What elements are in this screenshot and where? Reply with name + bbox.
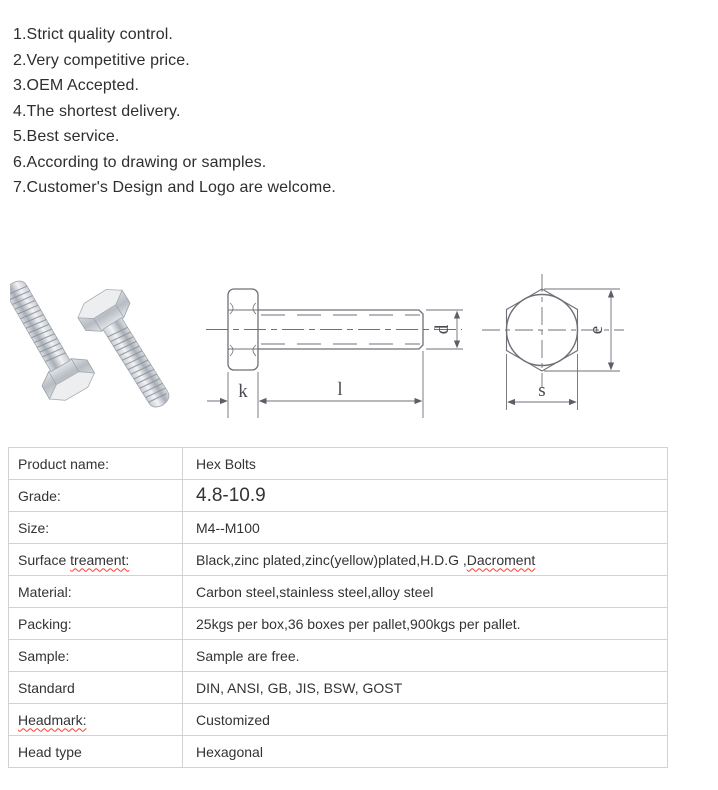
spec-value: Customized xyxy=(183,704,668,736)
spec-value: DIN, ANSI, GB, JIS, BSW, GOST xyxy=(183,672,668,704)
table-row-material xyxy=(9,576,668,608)
spec-label: Material: xyxy=(9,576,183,608)
spec-label: Size: xyxy=(9,512,183,544)
table-row-grade xyxy=(9,480,668,512)
spec-label xyxy=(9,544,183,576)
label-text: Surface xyxy=(18,551,71,568)
dim-label-e: e xyxy=(586,325,607,335)
feature-item: 3.OEM Accepted. xyxy=(13,77,140,94)
end-view-dimensions xyxy=(507,289,621,410)
bolt-photo-left xyxy=(10,274,99,407)
spec-value: Hex Bolts xyxy=(183,448,668,480)
dim-label-l: l xyxy=(337,379,343,400)
spec-label: Head type xyxy=(9,736,183,768)
spec-label: Product name: xyxy=(9,448,183,480)
feature-item: 4.The shortest delivery. xyxy=(13,102,181,120)
table-row-standard xyxy=(9,672,668,704)
feature-item: 6.According to drawing or samples. xyxy=(13,153,267,171)
spec-value: Hexagonal xyxy=(183,736,668,768)
spec-label: Standard xyxy=(9,672,183,704)
feature-item: 2.Very competitive price. xyxy=(13,51,190,69)
table-row-surface-treatment xyxy=(9,544,668,576)
product-figures xyxy=(0,258,718,436)
misspelled-word: treament: xyxy=(70,551,130,568)
feature-item: 5.Best service. xyxy=(13,128,120,145)
spec-label: Grade: xyxy=(9,480,183,512)
feature-item: 1.Strict quality control. xyxy=(13,26,173,43)
spec-value: Sample are free. xyxy=(183,640,668,672)
value-text: Black,zinc plated,zinc(yellow)plated,H.D.G , xyxy=(196,551,467,568)
dim-label-d: d xyxy=(432,324,453,335)
spec-label: Packing: xyxy=(9,608,183,640)
table-row-packing xyxy=(9,608,668,640)
table-row-headmark xyxy=(9,704,668,736)
table-row-head-type xyxy=(9,736,668,768)
bolt-side-view-drawing xyxy=(200,258,475,433)
table-row-sample xyxy=(9,640,668,672)
dim-label-s: s xyxy=(538,380,546,401)
bolt-end-view-drawing xyxy=(478,258,678,433)
spec-value: 25kgs per box,36 boxes per pallet,900kgs per pallet. xyxy=(183,608,668,640)
hex-bolts-photo-image xyxy=(10,274,200,424)
dim-label-k: k xyxy=(238,381,248,402)
spec-value: 4.8-10.9 xyxy=(183,480,668,512)
spec-value: Carbon steel,stainless steel,alloy steel xyxy=(183,576,668,608)
misspelled-word: Headmark: xyxy=(18,711,87,728)
table-row-size xyxy=(9,512,668,544)
feature-list xyxy=(13,22,336,201)
misspelled-word: Dacroment xyxy=(466,551,536,568)
spec-table xyxy=(8,447,668,768)
bolt-photo-right xyxy=(73,283,185,419)
table-row-product-name xyxy=(9,448,668,480)
spec-label xyxy=(9,704,183,736)
spec-label: Sample: xyxy=(9,640,183,672)
spec-value: M4--M100 xyxy=(183,512,668,544)
feature-item: 7.Customer's Design and Logo are welcome. xyxy=(13,179,336,196)
spec-value xyxy=(183,544,668,576)
